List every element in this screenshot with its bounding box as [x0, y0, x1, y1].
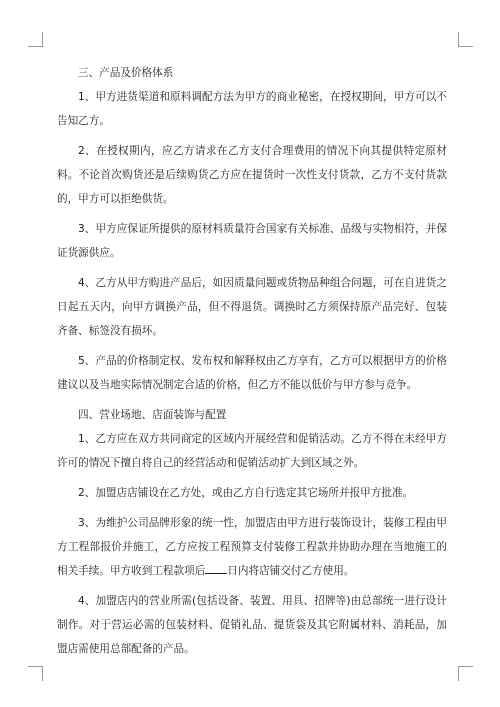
paragraph-products-3: 3、甲方应保证所提供的原材料质量符合国家有关标准、品级与实物相符，并保证货源供应。: [57, 223, 447, 259]
section-heading-premises: 四、营业场地、店面装饰与配置: [78, 409, 227, 421]
paragraph-products-2: 2、在授权期内，应乙方请求在乙方支付合理费用的情况下向其提供特定原材料。不论首次购货还是后续购货乙方应在提货时一次性支付货款，乙方不支付货款的，甲方可以拒绝供货。: [57, 145, 447, 205]
payment-clause-before: 甲方收到工程款项后: [109, 565, 206, 577]
paragraph-products-1: 1、甲方进货渠道和原料调配方法为甲方的商业秘密，在授权期间，甲方可以不告知乙方。: [57, 91, 447, 127]
section-heading-products: 三、产品及价格体系: [78, 67, 174, 79]
paragraph-premises-2: 2、加盟店店铺设在乙方处，或由乙方自行选定其它场所并报甲方批准。: [78, 487, 414, 499]
paragraph-premises-4: 4、加盟店内的营业所需(包括设备、装置、用具、招牌等)由总部统一进行设计制作。对于营运必需的包装材料、促销礼品、提货袋及其它附属材料、消耗品，加盟店需使用总部配备的产品。: [57, 595, 447, 655]
crop-mark-top-right: [458, 32, 473, 47]
paragraph-products-5: 5、产品的价格制定权、发布权和解释权由乙方享有，乙方可以根据甲方的价格建议以及当地实际情况制定合适的价格，但乙方不能以低价与甲方参与竞争。: [57, 355, 447, 391]
payment-clause-after: 日内将店铺交付乙方使用。: [227, 565, 355, 577]
paragraph-premises-1: 1、乙方应在双方共同商定的区域内开展经营和促销活动。乙方不得在未经甲方许可的情况下擅自将自己的经营活动和促销活动扩大到区域之外。: [57, 433, 447, 469]
days-blank: [205, 563, 227, 574]
crop-mark-top-left: [28, 32, 43, 47]
crop-mark-bottom-left: [28, 666, 43, 681]
document-body: [57, 61, 447, 667]
paragraph-premises-3-main: 3、为维护公司品牌形象的统一性，加盟店由甲方进行装饰设计，装修工程由甲方工程部报价并施工，乙方应按工程预算支付装修工程款并协助办理在当地施工的相关手续。: [57, 517, 447, 577]
crop-mark-bottom-right: [458, 666, 473, 681]
paragraph-products-4: 4、乙方从甲方购进产品后，如因质量问题或货物品种组合问题，可在自进货之日起五天内，向甲方调换产品，但不得退货。调换时乙方须保持原产品完好、包装齐备、标签没有损坏。: [57, 277, 447, 337]
paragraph-premises-3: [57, 511, 447, 583]
